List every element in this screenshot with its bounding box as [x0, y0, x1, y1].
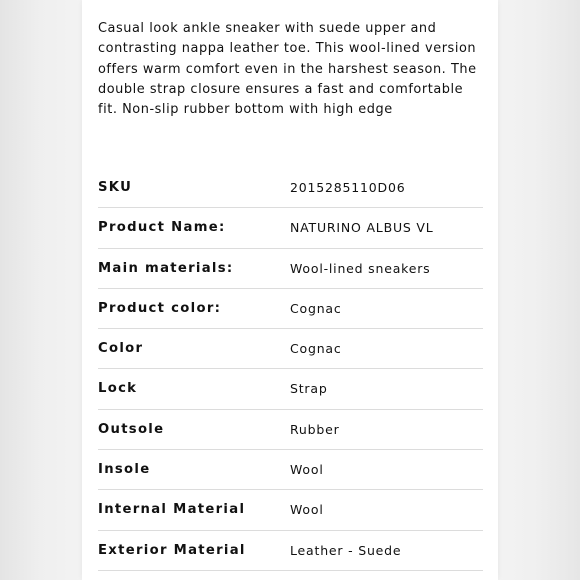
product-details-card [82, 0, 498, 580]
spec-value: Leather - Suede [290, 542, 402, 558]
spec-row-main-materials [98, 249, 483, 289]
specs-table [98, 168, 483, 571]
spec-label: Color [98, 341, 144, 357]
spec-row-outsole [98, 410, 483, 450]
spec-label: Insole [98, 462, 151, 478]
spec-label: Exterior Material [98, 542, 246, 558]
spec-label: Outsole [98, 421, 165, 437]
spec-label: Product color: [98, 300, 222, 316]
spec-value: NATURINO ALBUS VL [290, 220, 434, 236]
product-description: Casual look ankle sneaker with suede upper and contrasting nappa leather toe. This wool-lined version offers warm comfort even in the harshest season. The double strap closure ensures a fast and comfortable fit. Non-slip rubber bottom with high edge [98, 21, 477, 118]
spec-value: Rubber [290, 421, 340, 437]
spec-row-product-name [98, 208, 483, 248]
spec-label: Internal Material [98, 502, 246, 518]
spec-label: Lock [98, 381, 138, 397]
spec-value: Cognac [290, 300, 342, 316]
spec-row-sku [98, 168, 483, 208]
spec-row-lock [98, 369, 483, 409]
spec-label: SKU [98, 180, 133, 195]
spec-row-color [98, 329, 483, 369]
spec-row-product-color [98, 289, 483, 329]
spec-value: Cognac [290, 341, 342, 357]
spec-label: Main materials: [98, 260, 234, 276]
spec-value: Wool [290, 502, 324, 518]
spec-value: Wool-lined sneakers [290, 260, 431, 276]
spec-row-insole [98, 450, 483, 490]
spec-label: Product Name: [98, 220, 226, 236]
spec-row-exterior-material [98, 531, 483, 571]
spec-value: Wool [290, 462, 324, 478]
spec-value: Strap [290, 381, 328, 397]
spec-value: 2015285110D06 [290, 180, 406, 195]
spec-row-internal-material [98, 490, 483, 530]
